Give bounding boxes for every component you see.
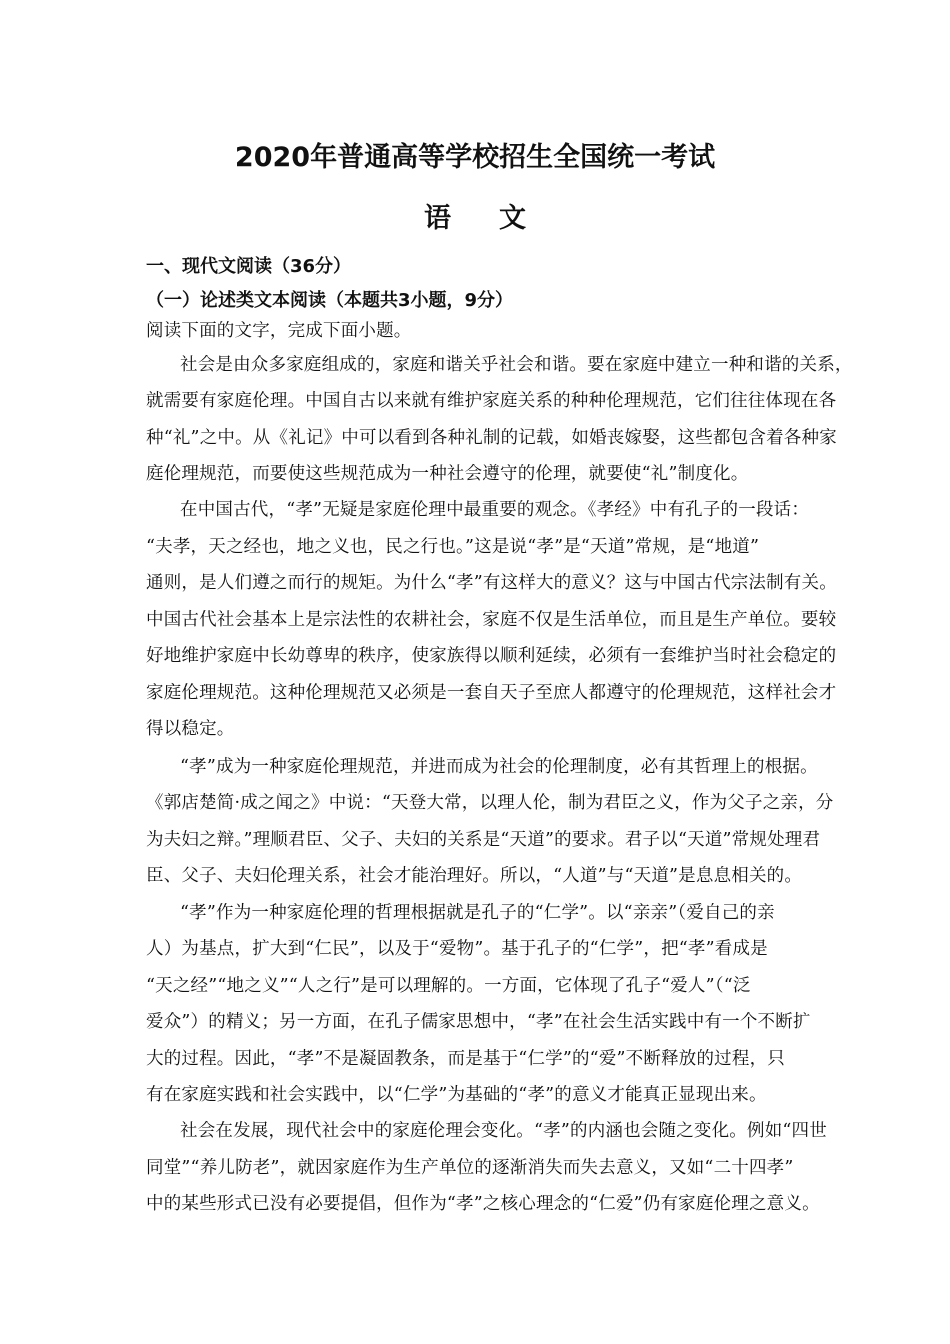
paragraph-line: 人）为基点，扩大到“仁民”，以及于“爱物”。基于孔子的“仁学”，把“孝”看成是 xyxy=(146,939,768,959)
paragraph-line: 种“礼”之中。从《礼记》中可以看到各种礼制的记载，如婚丧嫁娶，这些都包含着各种家 xyxy=(146,428,837,448)
paragraph-line: 得以稳定。 xyxy=(146,719,235,739)
paragraph-line: 庭伦理规范，而要使这些规范成为一种社会遵守的伦理，就要使“礼”制度化。 xyxy=(146,464,749,484)
paragraph-line: 有在家庭实践和社会实践中，以“仁学”为基础的“孝”的意义才能真正显现出来。 xyxy=(146,1085,767,1105)
paragraph-line: “孝”成为一种家庭伦理规范，并进而成为社会的伦理制度，必有其哲理上的根据。 xyxy=(180,757,818,777)
subject-char-2: 文 xyxy=(499,203,526,234)
paragraph-line: 通则，是人们遵之而行的规矩。为什么“孝”有这样大的意义？这与中国古代宗法制有关。 xyxy=(146,573,837,593)
subsection-heading: （一）论述类文本阅读（本题共3小题，9分） xyxy=(146,290,514,311)
exam-title: 2020年普通高等学校招生全国统一考试 xyxy=(234,142,716,173)
paragraph-line: 社会在发展，现代社会中的家庭伦理会变化。“孝”的内涵也会随之变化。例如“四世 xyxy=(180,1121,827,1141)
subject-title xyxy=(0,196,950,235)
subject-char-1: 语 xyxy=(424,203,451,234)
paragraph-line: 在中国古代，“孝”无疑是家庭伦理中最重要的观念。《孝经》中有孔子的一段话： xyxy=(180,500,810,520)
paragraph-line: 中的某些形式已没有必要提倡，但作为“孝”之核心理念的“仁爱”仍有家庭伦理之意义。 xyxy=(146,1194,820,1214)
section-heading: 一、现代文阅读（36分） xyxy=(146,256,352,277)
paragraph-line: 爱众”）的精义；另一方面，在孔子儒家思想中，“孝”在社会生活实践中有一个不断扩 xyxy=(146,1012,811,1032)
paragraph-line: 《郭店楚简·成之闻之》中说：“天登大常，以理人伦，制为君臣之义，作为父子之亲，分 xyxy=(146,793,834,813)
instruction-text: 阅读下面的文字，完成下面小题。 xyxy=(146,321,412,341)
paragraph-line: 社会是由众多家庭组成的，家庭和谐关乎社会和谐。要在家庭中建立一种和谐的关系， xyxy=(180,355,853,375)
paragraph-line: 好地维护家庭中长幼尊卑的秩序，使家族得以顺利延续，必须有一套维护当时社会稳定的 xyxy=(146,646,837,666)
paragraph-line: 就需要有家庭伦理。中国自古以来就有维护家庭关系的种种伦理规范，它们往往体现在各 xyxy=(146,391,837,411)
paragraph-line: 大的过程。因此，“孝”不是凝固教条，而是基于“仁学”的“爱”不断释放的过程，只 xyxy=(146,1049,785,1069)
paragraph-line: 中国古代社会基本上是宗法性的农耕社会，家庭不仅是生活单位，而且是生产单位。要较 xyxy=(146,610,837,630)
paragraph-line: “夫孝，天之经也，地之义也，民之行也。”这是说“孝”是“天道”常规，是“地道” xyxy=(146,537,760,557)
paragraph-line: 同堂”“养儿防老”，就因家庭作为生产单位的逐渐消失而失去意义，又如“二十四孝” xyxy=(146,1158,794,1178)
paragraph-line: “孝”作为一种家庭伦理的哲理根据就是孔子的“仁学”。以“亲亲”（爱自己的亲 xyxy=(180,903,775,923)
paragraph-line: 家庭伦理规范。这种伦理规范又必须是一套自天子至庶人都遵守的伦理规范，这样社会才 xyxy=(146,683,837,703)
paragraph-line: 为夫妇之辩。”理顺君臣、父子、夫妇的关系是“天道”的要求。君子以“天道”常规处理君 xyxy=(146,830,821,850)
paragraph-line: 臣、父子、夫妇伦理关系，社会才能治理好。所以，“人道”与“天道”是息息相关的。 xyxy=(146,866,803,886)
paragraph-line: “天之经”“地之义”“人之行”是可以理解的。一方面，它体现了孔子“爱人”（“泛 xyxy=(146,976,751,996)
